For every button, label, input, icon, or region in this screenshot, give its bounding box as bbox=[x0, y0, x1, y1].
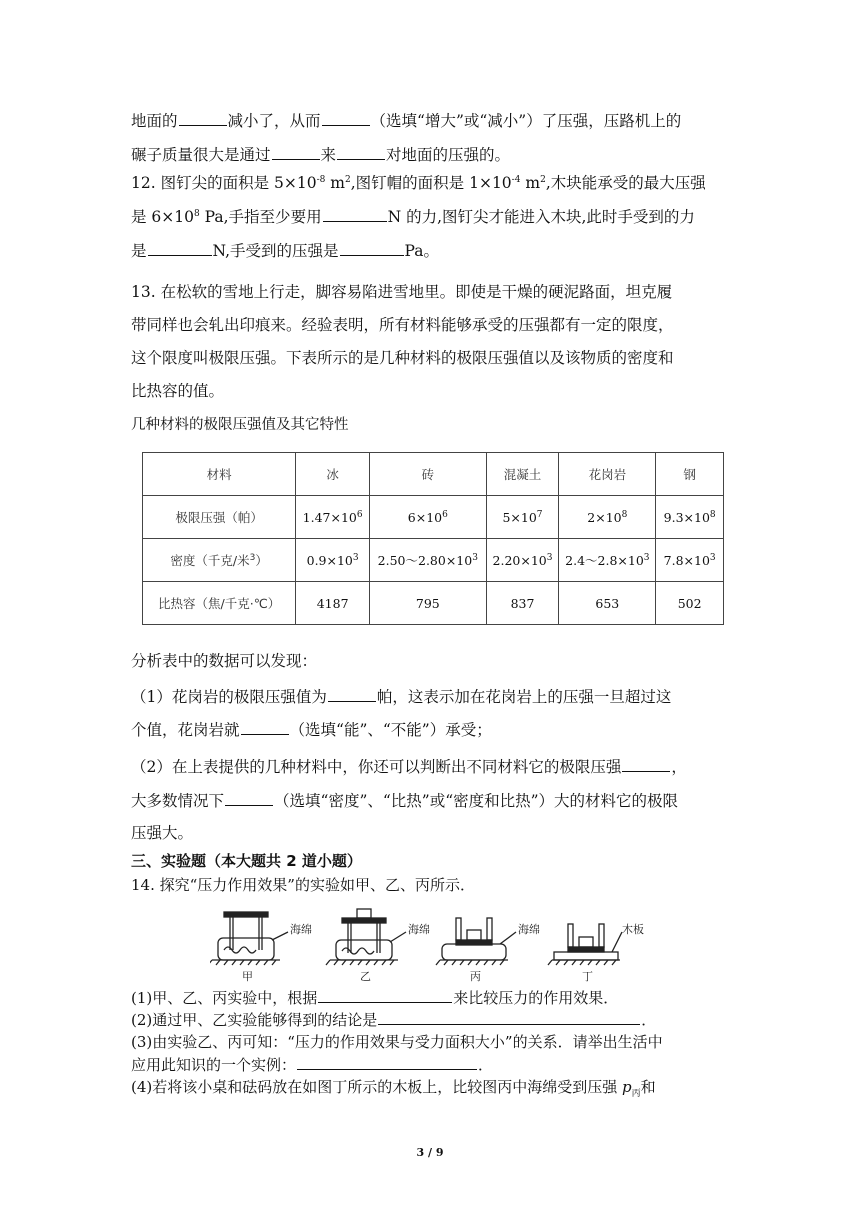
text: 图钉尖的面积是 5×10 bbox=[155, 174, 317, 192]
q14-sub1 bbox=[131, 986, 731, 1009]
setup-ding bbox=[548, 924, 622, 965]
table-cell: 花岗岩 bbox=[559, 453, 656, 496]
answer-blank[interactable] bbox=[272, 143, 320, 160]
text: 是 bbox=[131, 242, 147, 260]
materials-table bbox=[142, 452, 724, 625]
exponent: 3 bbox=[709, 552, 716, 563]
exponent: 6 bbox=[356, 509, 363, 520]
table-cell bbox=[369, 539, 486, 582]
table-cell bbox=[296, 539, 370, 582]
q14-sub3-line2 bbox=[131, 1053, 731, 1076]
q13-line-4: 比热容的值。 bbox=[131, 382, 225, 400]
value: 2.20×10 bbox=[492, 552, 547, 568]
answer-blank[interactable] bbox=[148, 239, 212, 256]
answer-blank[interactable] bbox=[322, 109, 370, 126]
pressure-symbol: p bbox=[622, 1078, 632, 1096]
table-cell: 4187 bbox=[296, 582, 370, 625]
answer-blank[interactable] bbox=[225, 789, 273, 806]
board-label: 木板 bbox=[622, 923, 644, 936]
text: （选填“密度”、“比热”或“密度和比热”）大的材料它的极限 bbox=[274, 792, 679, 810]
q13-line-3: 这个限度叫极限压强。下表所示的是几种材料的极限压强值以及该物质的密度和 bbox=[131, 349, 674, 367]
question-number: 12. bbox=[131, 174, 156, 192]
text: ,图钉帽的面积是 1×10 bbox=[350, 174, 512, 192]
value: 9.3×10 bbox=[663, 509, 710, 525]
table-cell: 混凝土 bbox=[486, 453, 559, 496]
table-row bbox=[143, 582, 724, 625]
q14-sub3-line1: (3)由实验乙、丙可知：“压力的作用效果与受力面积大小”的关系．请举出生活中 bbox=[131, 1033, 663, 1051]
fig-label-ding: 丁 bbox=[582, 970, 593, 983]
table-cell: 653 bbox=[559, 582, 656, 625]
setup-jia bbox=[210, 912, 288, 965]
text: 个值，花岗岩就 bbox=[131, 721, 240, 739]
exponent: 3 bbox=[352, 552, 359, 563]
table-row bbox=[143, 496, 724, 539]
text: Pa。 bbox=[404, 242, 439, 260]
subscript: 丙 bbox=[631, 1089, 641, 1099]
q13-sub1-line2 bbox=[131, 718, 731, 741]
q12-line-3 bbox=[131, 239, 731, 262]
exponent: 2 bbox=[540, 174, 546, 185]
table-cell: 795 bbox=[369, 582, 486, 625]
value: 5×10 bbox=[502, 509, 537, 525]
answer-blank[interactable] bbox=[318, 986, 452, 1003]
answer-blank[interactable] bbox=[378, 1008, 640, 1025]
value: 2.50～2.80×10 bbox=[377, 553, 473, 568]
section-title: 三、实验题（本大题共 2 道小题） bbox=[131, 852, 362, 870]
table-cell bbox=[486, 539, 559, 582]
q12-line-2 bbox=[131, 205, 731, 228]
text: (2)通过甲、乙实验能够得到的结论是 bbox=[131, 1011, 378, 1029]
fig-label-jia: 甲 bbox=[242, 970, 253, 983]
value: 2×10 bbox=[587, 509, 622, 525]
exponent: 3 bbox=[546, 552, 553, 563]
answer-blank[interactable] bbox=[340, 239, 404, 256]
text: 碾子质量很大是通过 bbox=[131, 146, 271, 164]
table-cell bbox=[656, 496, 724, 539]
text: ． bbox=[478, 1056, 494, 1074]
table-cell bbox=[559, 496, 656, 539]
table-cell: 材料 bbox=[143, 453, 296, 496]
text: 对地面的压强的。 bbox=[386, 146, 511, 164]
exponent: 6 bbox=[442, 509, 448, 520]
text: m bbox=[520, 174, 541, 192]
value: 6×10 bbox=[407, 509, 443, 525]
exponent: 8 bbox=[709, 509, 716, 520]
q13-sub1-line1 bbox=[131, 685, 731, 708]
exponent: 3 bbox=[472, 552, 478, 563]
exponent: -8 bbox=[316, 174, 326, 185]
table-cell bbox=[296, 496, 370, 539]
page-number: 3 / 9 bbox=[416, 1146, 444, 1159]
text: 来比较压力的作用效果． bbox=[453, 989, 619, 1007]
table-row-label: 极限压强（帕） bbox=[143, 496, 296, 539]
answer-blank[interactable] bbox=[323, 205, 387, 222]
setup-bing bbox=[436, 918, 516, 965]
text: (1)甲、乙、丙实验中，根据 bbox=[131, 989, 318, 1007]
exponent: 3 bbox=[643, 552, 650, 563]
q12-line-1 bbox=[131, 172, 731, 194]
text: ） bbox=[255, 553, 268, 568]
table-cell: 钢 bbox=[656, 453, 724, 496]
text: m bbox=[325, 174, 345, 192]
sponge-label: 海绵 bbox=[290, 923, 312, 936]
fig-label-bing: 丙 bbox=[470, 970, 481, 983]
text: 密度（千克/米 bbox=[170, 553, 250, 568]
exponent: -4 bbox=[511, 174, 521, 185]
text: （1）花岗岩的极限压强值为 bbox=[131, 688, 327, 706]
text: ,木块能承受的最大压强 bbox=[545, 174, 706, 192]
exponent: 3 bbox=[249, 552, 256, 563]
value: 2.4～2.8×10 bbox=[565, 553, 644, 568]
table-caption: 几种材料的极限压强值及其它特性 bbox=[131, 417, 349, 433]
table-cell bbox=[369, 496, 486, 539]
q11-line-1 bbox=[131, 109, 731, 132]
q14-sub2 bbox=[131, 1008, 731, 1031]
sponge-label: 海绵 bbox=[518, 923, 540, 936]
text: 大多数情况下 bbox=[131, 792, 225, 810]
table-cell: 837 bbox=[486, 582, 559, 625]
answer-blank[interactable] bbox=[297, 1053, 477, 1070]
table-cell bbox=[559, 539, 656, 582]
exponent: 2 bbox=[345, 174, 351, 185]
exponent: 8 bbox=[621, 509, 628, 520]
sponge-label: 海绵 bbox=[408, 923, 430, 936]
table-row-label: 比热容（焦/千克·℃） bbox=[143, 582, 296, 625]
q14-sub4 bbox=[131, 1076, 731, 1098]
fig-label-yi: 乙 bbox=[360, 970, 371, 983]
value: 1.47×10 bbox=[302, 509, 357, 525]
answer-blank[interactable] bbox=[328, 685, 376, 702]
answer-blank[interactable] bbox=[241, 718, 289, 735]
text: N 的力,图钉尖才能进入木块,此时手受到的力 bbox=[387, 208, 695, 226]
text: （2）在上表提供的几种材料中，你还可以判断出不同材料它的极限压强 bbox=[131, 758, 622, 776]
table-header-row bbox=[143, 453, 724, 496]
analyze-line: 分析表中的数据可以发现： bbox=[131, 652, 318, 670]
text: （选填“增大”或“减小”）了压强，压路机上的 bbox=[370, 112, 682, 130]
experiment-figure bbox=[210, 908, 650, 983]
value: 0.9×10 bbox=[306, 552, 353, 568]
text: 来 bbox=[320, 146, 337, 164]
text: 和 bbox=[640, 1078, 656, 1096]
table-cell: 冰 bbox=[296, 453, 370, 496]
text: 应用此知识的一个实例： bbox=[131, 1056, 297, 1074]
text: （选填“能”、“不能”）承受； bbox=[289, 721, 492, 739]
table-cell bbox=[656, 539, 724, 582]
answer-blank[interactable] bbox=[622, 755, 670, 772]
q11-line-2 bbox=[131, 143, 731, 166]
q13-line-2: 带同样也会轧出印痕来。经验表明，所有材料能够承受的压强都有一定的限度， bbox=[131, 316, 674, 334]
table-row bbox=[143, 539, 724, 582]
q13-sub2-line1 bbox=[131, 755, 731, 778]
table-row-label bbox=[143, 539, 296, 582]
text: N,手受到的压强是 bbox=[212, 242, 339, 260]
q13-line-1: 13. 在松软的雪地上行走，脚容易陷进雪地里。即使是干燥的硬泥路面，坦克履 bbox=[131, 283, 673, 301]
exponent: 7 bbox=[536, 509, 543, 520]
value: 7.8×10 bbox=[663, 552, 710, 568]
text: ． bbox=[641, 1011, 657, 1029]
text: 是 6×10 bbox=[131, 208, 194, 226]
text: (4)若将该小桌和砝码放在如图丁所示的木板上，比较图丙中海绵受到压强 bbox=[131, 1078, 623, 1096]
text: ， bbox=[671, 758, 687, 776]
table-cell: 砖 bbox=[369, 453, 486, 496]
q14-intro: 14. 探究“压力作用效果”的实验如甲、乙、丙所示． bbox=[131, 876, 475, 894]
q13-sub2-line2 bbox=[131, 789, 731, 812]
exponent: 8 bbox=[194, 208, 200, 219]
table-cell: 502 bbox=[656, 582, 724, 625]
text: 帕，这表示加在花岗岩上的压强一旦超过这 bbox=[376, 688, 672, 706]
setup-yi bbox=[326, 909, 406, 965]
q13-sub2-line3: 压强大。 bbox=[131, 824, 194, 842]
table-cell bbox=[486, 496, 559, 539]
text: 地面的 bbox=[131, 112, 178, 130]
text: 减小了，从而 bbox=[227, 112, 321, 130]
text: Pa,手指至少要用 bbox=[199, 208, 322, 226]
answer-blank[interactable] bbox=[337, 143, 385, 160]
answer-blank[interactable] bbox=[179, 109, 227, 126]
